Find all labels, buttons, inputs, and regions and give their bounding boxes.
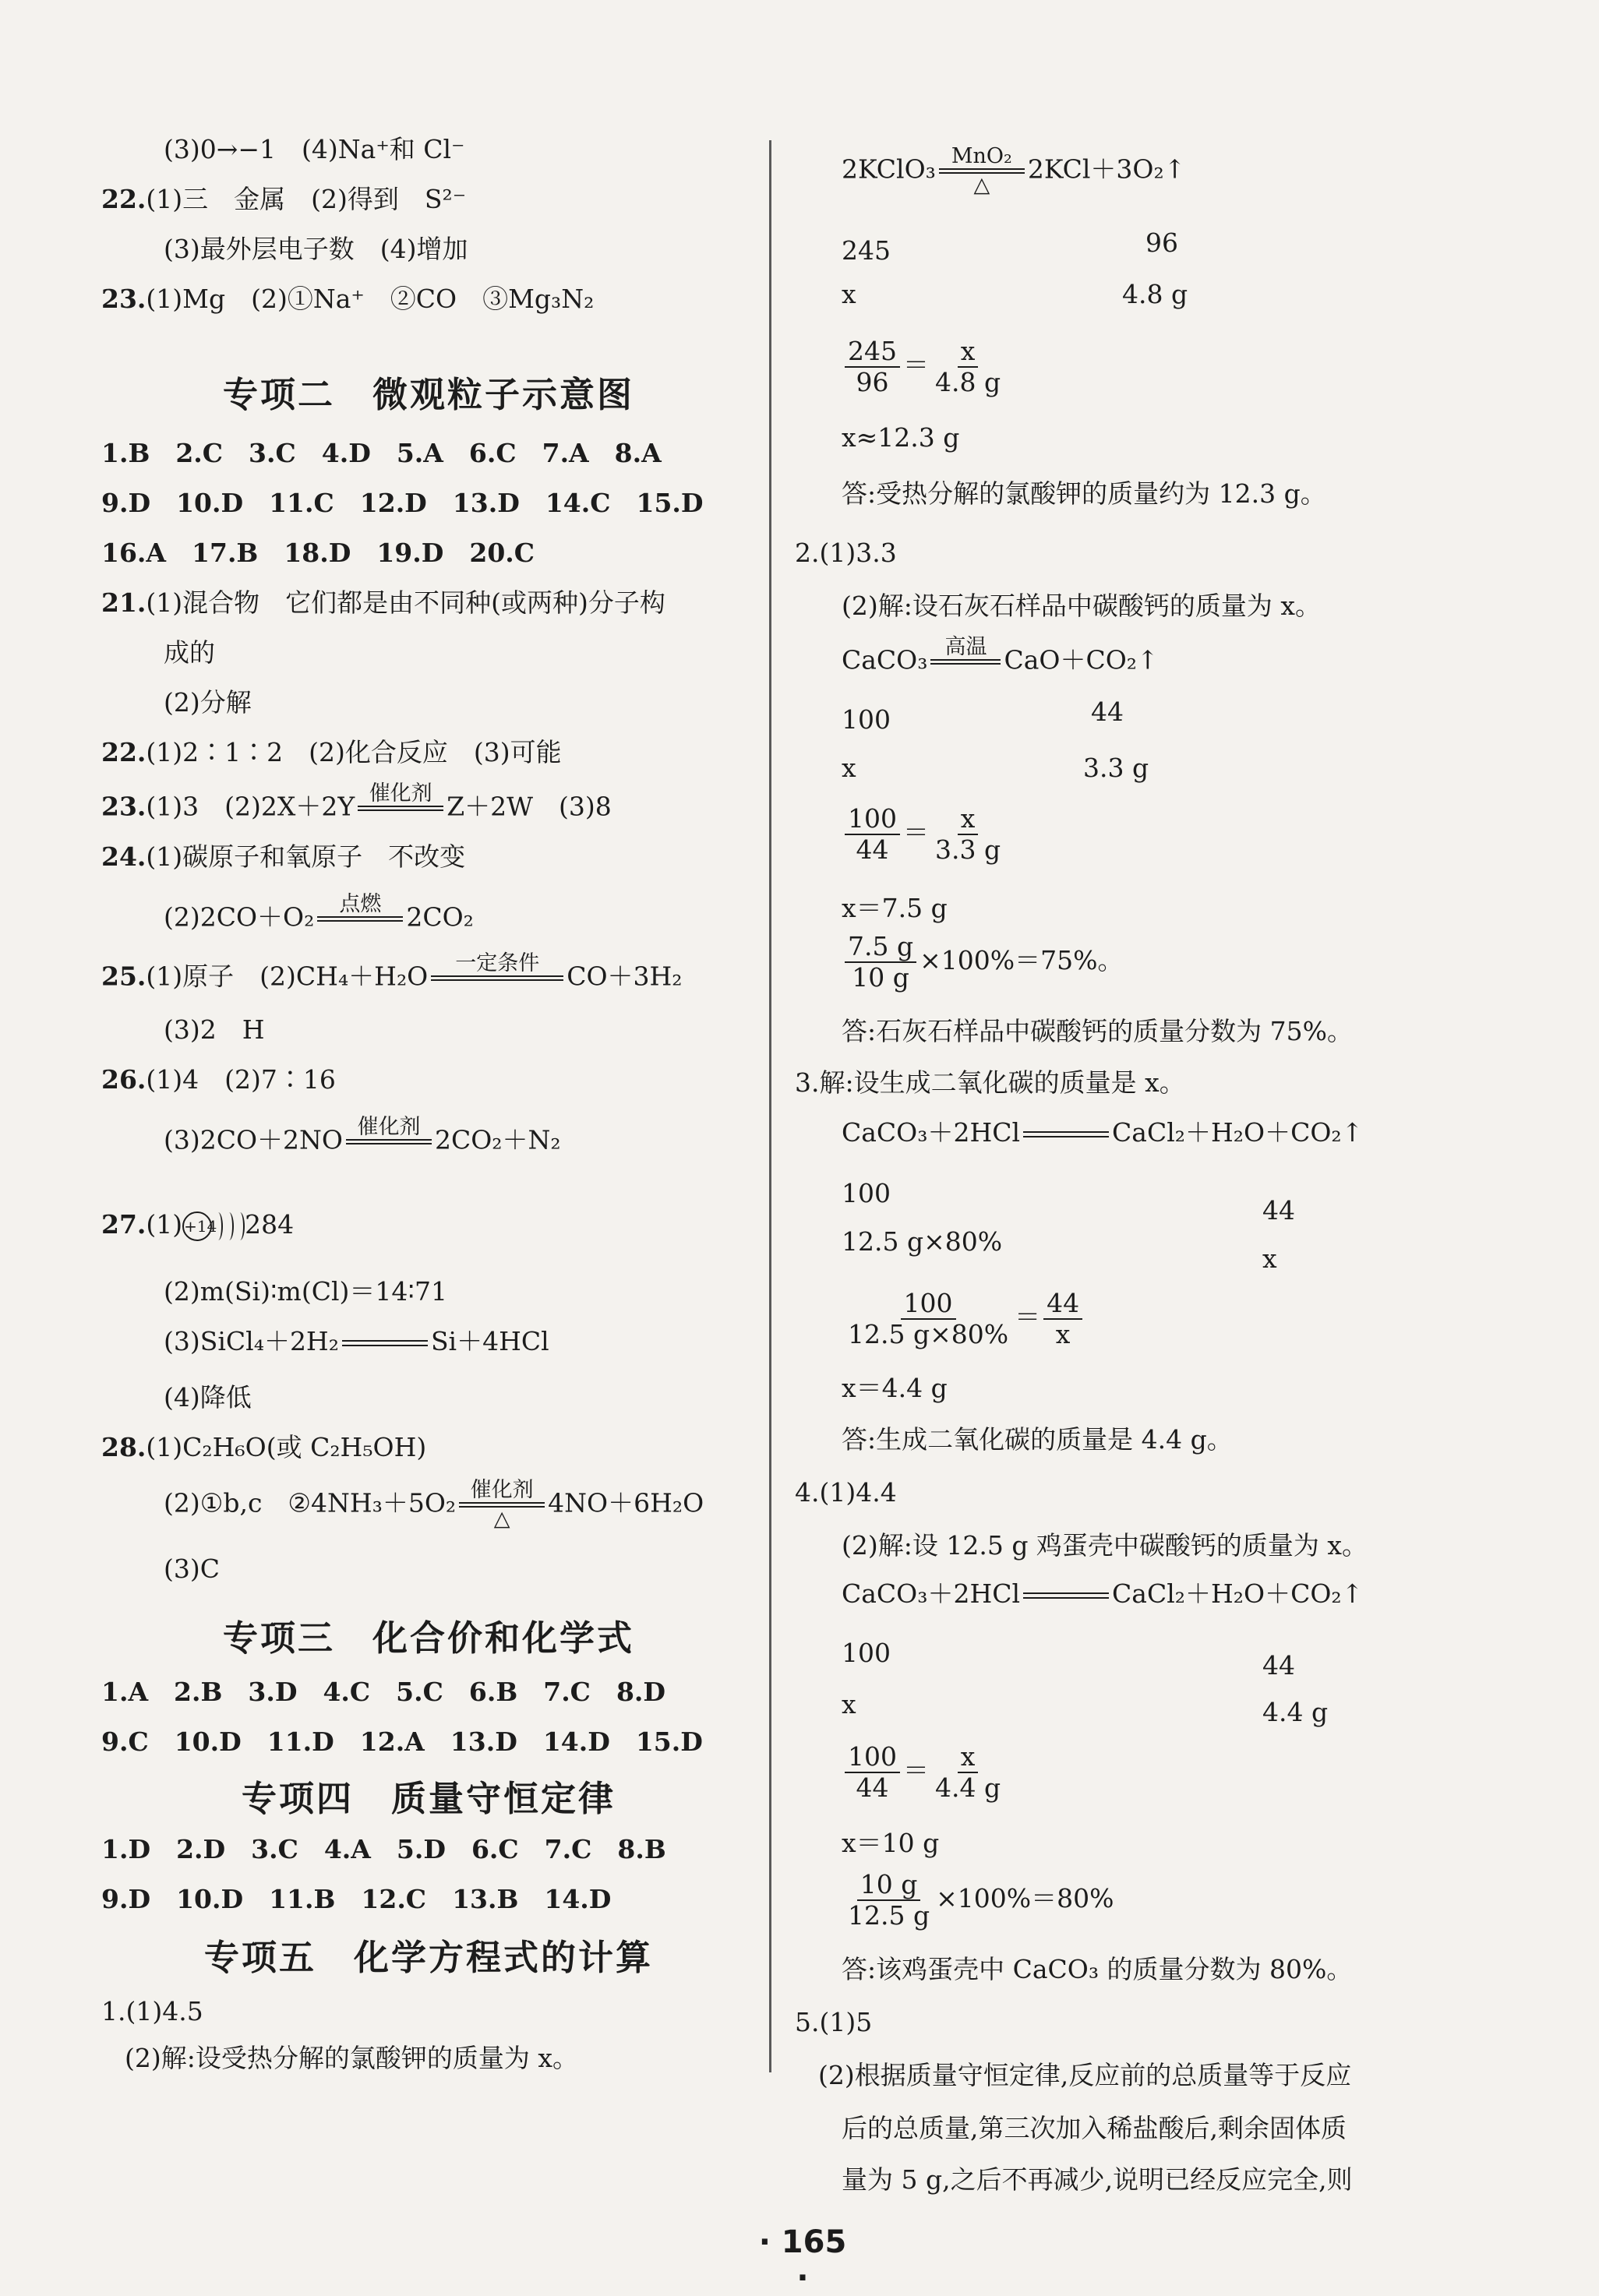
section-heading: 专项三 化合价和化学式 [222, 1617, 634, 1659]
equation-line: (2)①b,c ②4NH₃＋5O₂ 催化剂 △ 4NO＋6H₂O [164, 1478, 704, 1531]
section-heading: 专项四 质量守恒定律 [241, 1778, 616, 1819]
calc-line: x [842, 279, 856, 309]
percent-line: $\frac{7.5 g}{10 g}$ ×100%＝75%。 [842, 932, 1123, 993]
column-divider [769, 140, 771, 2072]
calc-line: x [842, 1689, 856, 1719]
answer-row: 1.A 2.B 3.D 4.C 5.C 6.B 7.C 8.D [101, 1677, 666, 1707]
answer-row: 9.D 10.D 11.B 12.C 13.B 14.D [101, 1884, 612, 1914]
equation-line: CaCO₃＋2HCl CaCl₂＋H₂O＋CO₂↑ [842, 1578, 1364, 1609]
answer-statement: 答:受热分解的氯酸钾的质量约为 12.3 g。 [842, 478, 1326, 509]
answer-line: 28.(1)C₂H₆O(或 C₂H₅OH) [101, 1432, 427, 1462]
calc-line: 44 [1262, 1650, 1295, 1681]
answer-line: 3.解:设生成二氧化碳的质量是 x。 [795, 1067, 1185, 1098]
equation-line: 25.(1)原子 (2)CH₄＋H₂O 一定条件 CO＋3H₂ [101, 952, 683, 1004]
proportion-line: $\frac{100}{44}$ ＝ $\frac{x}{3.3 g}$ [842, 804, 1007, 865]
answer-line: (2)解:设受热分解的氯酸钾的质量为 x。 [125, 2043, 578, 2073]
answer-line: 2.(1)3.3 [795, 538, 897, 568]
reaction-arrow: 催化剂 [346, 1116, 432, 1168]
equation-line: (2)2CO＋O₂ 点燃 2CO₂ [164, 893, 474, 945]
percent-line: $\frac{10 g}{12.5 g}$ ×100%＝80% [848, 1869, 1114, 1931]
equation-line: (3)2CO＋2NO 催化剂 2CO₂＋N₂ [164, 1116, 561, 1168]
calc-line: x＝7.5 g [842, 893, 948, 923]
answer-statement: 答:生成二氧化碳的质量是 4.4 g。 [842, 1424, 1233, 1455]
answer-statement: 答:石灰石样品中碳酸钙的质量分数为 75%。 [842, 1016, 1353, 1046]
answer-line: (2)m(Si)∶m(Cl)＝14∶71 [164, 1276, 447, 1307]
calc-line: 96 [1145, 227, 1178, 258]
answer-line: 24.(1)碳原子和氧原子 不改变 [101, 841, 466, 872]
answer-row: 1.D 2.D 3.C 4.A 5.D 6.C 7.C 8.B [101, 1834, 666, 1864]
answer-line: 26.(1)4 (2)7∶16 [101, 1064, 336, 1095]
proportion-line: $\frac{100}{44}$ ＝ $\frac{x}{4.4 g}$ [842, 1742, 1007, 1803]
answer-line: (2)分解 [164, 687, 252, 718]
answer-line: 量为 5 g,之后不再减少,说明已经反应完全,则 [842, 2164, 1353, 2195]
equals-sign [342, 1340, 428, 1346]
equals-sign [1023, 1592, 1109, 1599]
answer-statement: 答:该鸡蛋壳中 CaCO₃ 的质量分数为 80%。 [842, 1954, 1353, 1984]
proportion-line: $\frac{245}{96}$ ＝ $\frac{x}{4.8 g}$ [842, 337, 1007, 397]
atom-structure-icon: +14 [182, 1211, 212, 1241]
answer-line: 4.(1)4.4 [795, 1477, 897, 1508]
reaction-arrow: 一定条件 [431, 952, 563, 1004]
answer-line: 22.(1)三 金属 (2)得到 S²⁻ [101, 184, 467, 214]
answer-line: 21.(1)混合物 它们都是由不同种(或两种)分子构 [101, 587, 665, 618]
section-heading: 专项二 微观粒子示意图 [222, 374, 634, 415]
calc-line: 44 [1262, 1195, 1295, 1226]
answer-line: 5.(1)5 [795, 2007, 873, 2037]
answer-line: 27.(1) +14 284 [101, 1209, 295, 1240]
calc-line: 100 [842, 1178, 891, 1208]
calc-line: x≈12.3 g [842, 422, 960, 453]
calc-line: 4.4 g [1262, 1697, 1329, 1727]
page-number: · 165 · [758, 2224, 847, 2296]
equation-line: 23.(1)3 (2)2X＋2Y 催化剂 Z＋2W (3)8 [101, 782, 612, 834]
calc-line: x [1262, 1243, 1277, 1274]
reaction-arrow: 催化剂 [358, 782, 443, 834]
calc-line: 245 [842, 235, 891, 266]
calc-line: 100 [842, 704, 891, 735]
answer-line: (3)0→−1 (4)Na⁺和 Cl⁻ [164, 134, 465, 164]
answer-line: (3)C [164, 1554, 220, 1584]
answer-line: (3)最外层电子数 (4)增加 [164, 234, 468, 264]
answer-line: (2)解:设 12.5 g 鸡蛋壳中碳酸钙的质量为 x。 [842, 1530, 1368, 1561]
answer-line: 成的 [164, 637, 215, 668]
calc-line: x＝4.4 g [842, 1373, 948, 1403]
equation-line: CaCO₃＋2HCl CaCl₂＋H₂O＋CO₂↑ [842, 1117, 1364, 1148]
reaction-arrow: MnO₂ △ [939, 145, 1025, 197]
equation-line: (3)SiCl₄＋2H₂ Si＋4HCl [164, 1326, 549, 1356]
equation-line: CaCO₃ 高温 CaO＋CO₂↑ [842, 636, 1159, 688]
answer-row: 9.C 10.D 11.D 12.A 13.D 14.D 15.D [101, 1726, 703, 1757]
answer-line: 22.(1)2∶1∶2 (2)化合反应 (3)可能 [101, 737, 562, 767]
calc-line: 44 [1091, 697, 1124, 727]
equation-line: 2KClO₃ MnO₂ △ 2KCl＋3O₂↑ [842, 144, 1186, 197]
calc-line: 12.5 g×80% [842, 1226, 1003, 1257]
proportion-line: $\frac{100}{12.5 g\times 80\%}$ ＝ $\frac{44}{x}$ [842, 1289, 1085, 1349]
calc-line: 100 [842, 1638, 891, 1668]
calc-line: x＝10 g [842, 1828, 940, 1858]
answer-row: 1.B 2.C 3.C 4.D 5.A 6.C 7.A 8.A [101, 438, 662, 468]
answer-row: 9.D 10.D 11.C 12.D 13.D 14.C 15.D [101, 488, 704, 518]
answer-line: (2)根据质量守恒定律,反应前的总质量等于反应 [818, 2060, 1352, 2090]
reaction-arrow: 催化剂 △ [459, 1479, 545, 1531]
answer-line: 23.(1)Mg (2)①Na⁺ ②CO ③Mg₃N₂ [101, 284, 595, 314]
answer-line: (3)2 H [164, 1014, 265, 1045]
equals-sign [1023, 1131, 1109, 1137]
reaction-arrow: 点燃 [317, 893, 403, 945]
answer-row: 16.A 17.B 18.D 19.D 20.C [101, 538, 535, 568]
reaction-arrow: 高温 [930, 636, 1001, 688]
calc-line: 3.3 g [1083, 753, 1149, 783]
answer-line: 后的总质量,第三次加入稀盐酸后,剩余固体质 [842, 2113, 1347, 2143]
answer-line: (4)降低 [164, 1382, 252, 1413]
section-heading: 专项五 化学方程式的计算 [203, 1937, 653, 1978]
answer-line: 1.(1)4.5 [101, 1996, 203, 2026]
calc-line: x [842, 753, 856, 783]
answer-line: (2)解:设石灰石样品中碳酸钙的质量为 x。 [842, 591, 1321, 621]
calc-line: 4.8 g [1122, 279, 1188, 309]
